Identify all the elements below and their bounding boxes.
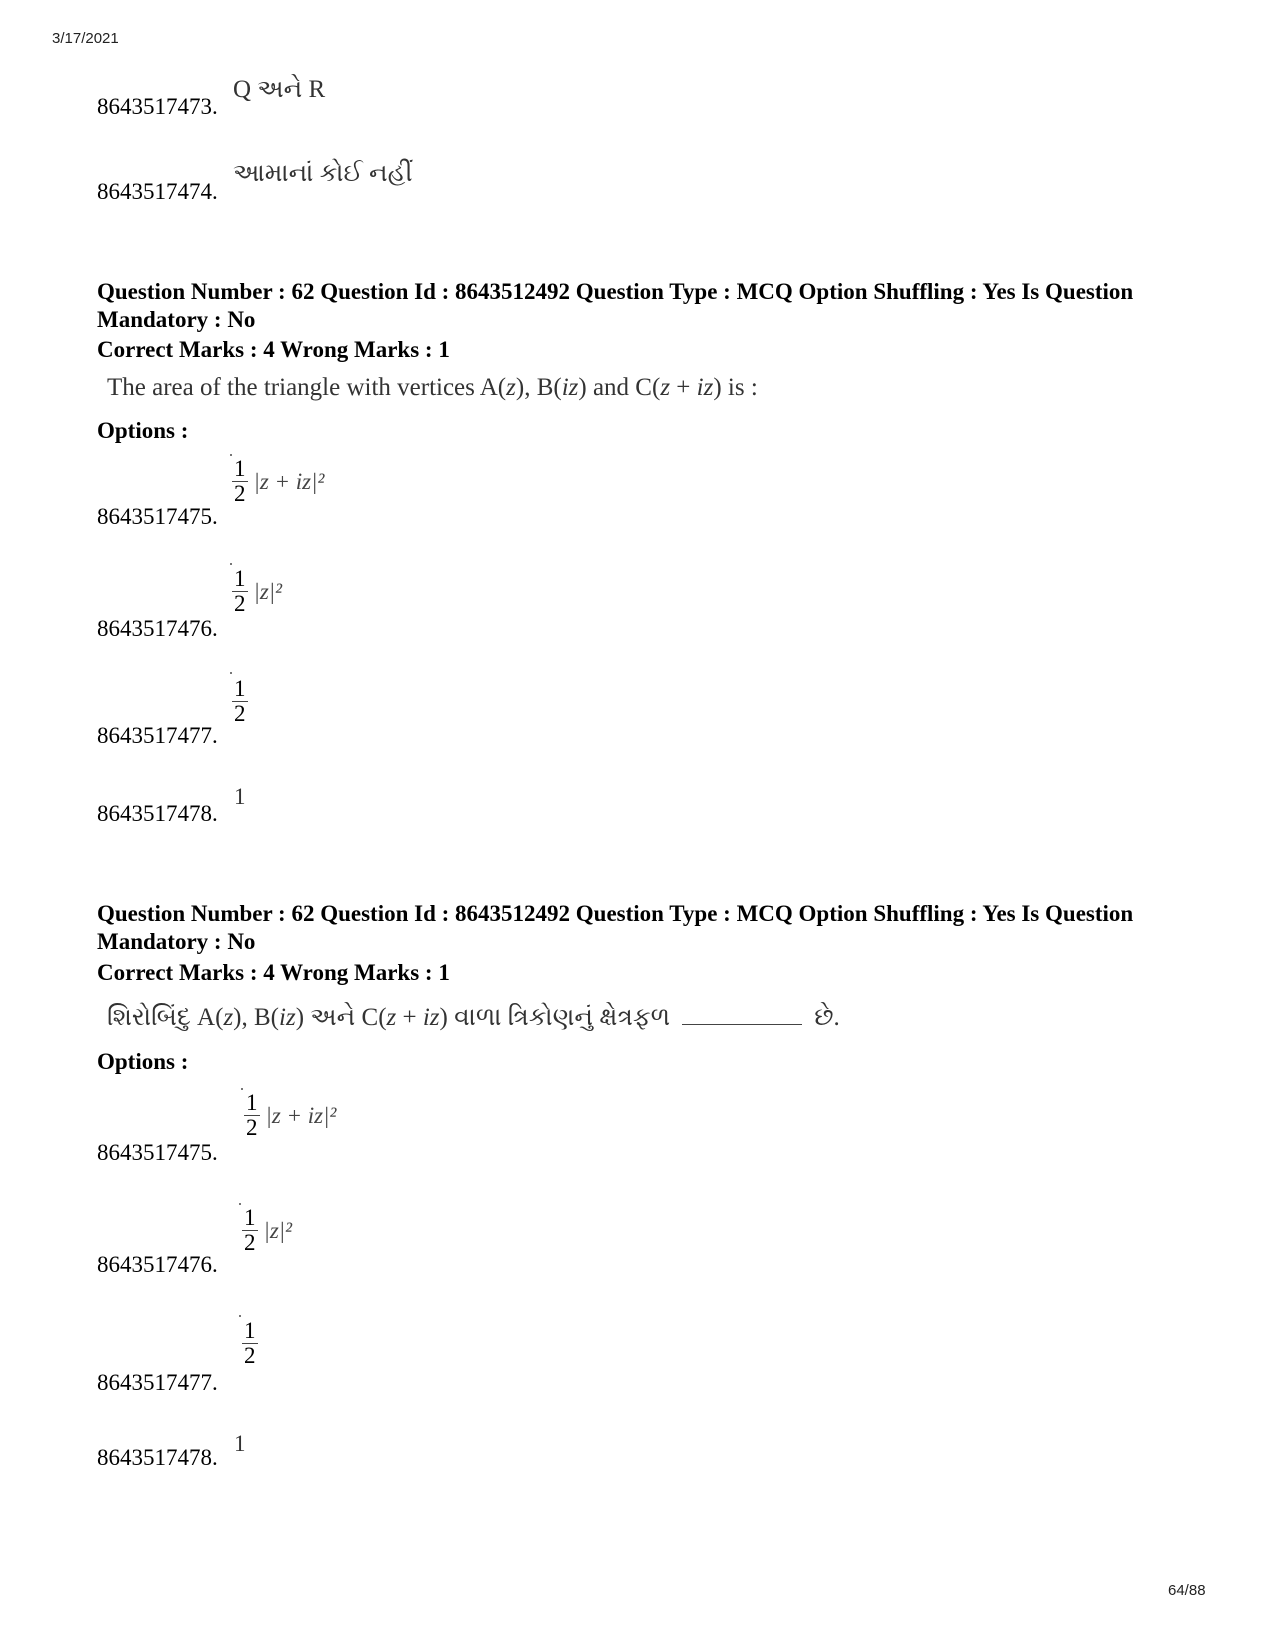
option-id: 8643517478. xyxy=(97,1445,218,1470)
options-label: Options : xyxy=(97,418,189,443)
options-label: Options : xyxy=(97,1049,189,1074)
option-formula: $\frac{1}{2}$ xyxy=(244,1318,256,1368)
page-number: 64/88 xyxy=(1168,1582,1206,1599)
print-date: 3/17/2021 xyxy=(52,30,119,47)
option-text: Q અને R xyxy=(233,76,326,103)
option-id: 8643517475. xyxy=(97,1140,218,1165)
option-id: 8643517477. xyxy=(97,723,218,748)
option-id: 8643517475. xyxy=(97,504,218,529)
question-stem: The area of the triangle with vertices A(z), B(iz) and C(z + iz) is : xyxy=(107,374,758,401)
option-formula: $\frac{1}{2}$ xyxy=(234,676,246,726)
question-header: Question Number : 62 Question Id : 8643512492 Question Type : MCQ Option Shuffling : Yes Is Question Mandatory : No xyxy=(97,279,1134,332)
question-stem: શિરોબિંદુ A(z), B(iz) અને C(z + iz) વાળા ત્રિકોણનું ક્ષેત્રફળ છે. xyxy=(107,1004,840,1031)
option-id: 8643517476. xyxy=(97,1252,218,1277)
question-marks: Correct Marks : 4 Wrong Marks : 1 xyxy=(97,337,450,362)
option-id: 8643517474. xyxy=(97,179,218,204)
option-id: 8643517476. xyxy=(97,616,218,641)
answer-blank xyxy=(682,1024,802,1025)
option-id: 8643517473. xyxy=(97,94,218,119)
option-value: 1 xyxy=(234,784,246,809)
question-header: Question Number : 62 Question Id : 8643512492 Question Type : MCQ Option Shuffling : Yes Is Question Mandatory : No xyxy=(97,901,1134,954)
option-value: 1 xyxy=(234,1431,246,1456)
option-text: આમાનાં કોઈ નહીં xyxy=(233,160,413,187)
option-id: 8643517478. xyxy=(97,801,218,826)
option-formula: $\frac{1}{2}$ |z + iz|² xyxy=(246,1090,337,1140)
question-marks: Correct Marks : 4 Wrong Marks : 1 xyxy=(97,960,450,985)
option-formula: $\frac{1}{2}$ |z|² xyxy=(234,566,282,616)
option-formula: $\frac{1}{2}$ |z + iz|² xyxy=(234,456,325,506)
option-formula: $\frac{1}{2}$ |z|² xyxy=(244,1205,292,1255)
option-id: 8643517477. xyxy=(97,1370,218,1395)
